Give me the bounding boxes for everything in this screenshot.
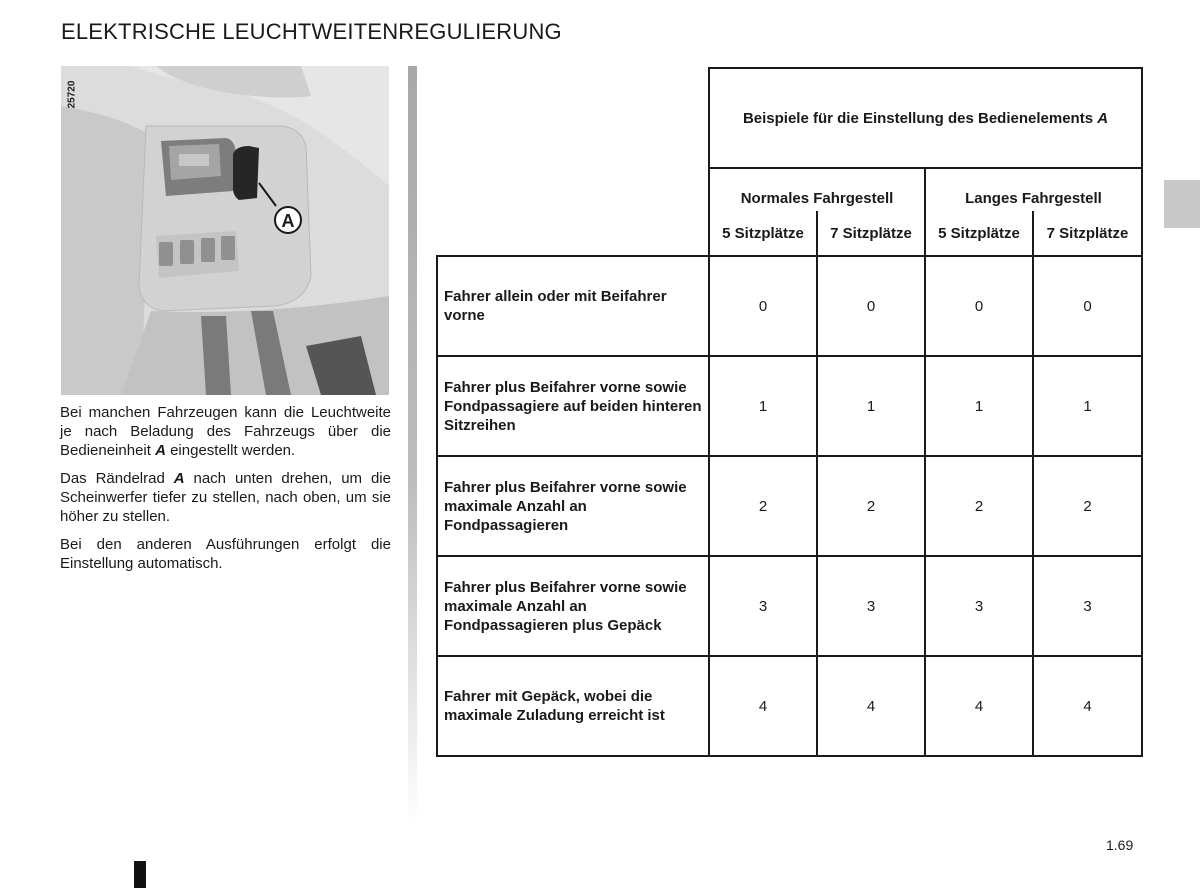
seat-header: 7 Sitzplätze — [1033, 211, 1142, 256]
table-main-header — [709, 68, 1142, 168]
table-cell: 1 — [709, 356, 817, 456]
page-edge-mark — [134, 861, 146, 888]
row-label: Fahrer plus Beifahrer vorne sowie maximale Anzahl an Fondpassagieren plus Gepäck — [437, 556, 709, 656]
paragraph-1 — [60, 403, 391, 460]
table-row — [437, 556, 1142, 656]
table-cell: 3 — [925, 556, 1033, 656]
page-title: ELEKTRISCHE LEUCHTWEITENREGULIERUNG — [61, 19, 562, 44]
table-group-row — [437, 168, 1142, 211]
table-cell: 0 — [1033, 256, 1142, 356]
seat-header: 5 Sitzplätze — [925, 211, 1033, 256]
paragraph-2 — [60, 469, 391, 526]
table-cell: 0 — [817, 256, 925, 356]
table-corner — [437, 68, 709, 168]
table-cell: 4 — [709, 656, 817, 756]
paragraph-2-emphasis: A — [173, 470, 185, 487]
table-cell: 3 — [817, 556, 925, 656]
seat-header: 5 Sitzplätze — [709, 211, 817, 256]
table-cell: 1 — [1033, 356, 1142, 456]
row-label: Fahrer plus Beifahrer vorne sowie Fondpassagiere auf beiden hinteren Sitzreihen — [437, 356, 709, 456]
paragraph-1-text: Bei manchen Fahrzeugen kann die Leuchtweite je nach Beladung des Fahrzeugs über die Bedieneinheit — [60, 404, 391, 459]
table-main-header-text: Beispiele für die Einstellung des Bedienelements — [742, 109, 1094, 127]
paragraph-2-text-end: nach unten drehen, um die Scheinwerfer tiefer zu stellen, nach oben, um sie höher zu stellen. — [60, 470, 391, 525]
dashboard-photo — [61, 66, 389, 395]
table-cell: 0 — [709, 256, 817, 356]
table-row — [437, 656, 1142, 756]
group-long-chassis: Langes Fahrgestell — [925, 168, 1142, 211]
table-cell: 2 — [709, 456, 817, 556]
dashboard-illustration — [61, 66, 389, 395]
row-label: Fahrer plus Beifahrer vorne sowie maximale Anzahl an Fondpassagieren — [437, 456, 709, 556]
paragraph-1-text-end: eingestellt werden. — [165, 442, 296, 459]
table-cell: 2 — [817, 456, 925, 556]
column-divider — [408, 66, 417, 826]
table-cell: 2 — [1033, 456, 1142, 556]
paragraph-2-text: Das Rändelrad — [60, 470, 174, 487]
table-cell: 3 — [1033, 556, 1142, 656]
table-cell: 3 — [709, 556, 817, 656]
table-cell: 0 — [925, 256, 1033, 356]
seat-header: 7 Sitzplätze — [817, 211, 925, 256]
table-row — [437, 456, 1142, 556]
page-number: 1.69 — [1106, 837, 1134, 853]
table-row — [437, 356, 1142, 456]
table-row — [437, 256, 1142, 356]
table-cell: 1 — [925, 356, 1033, 456]
table-corner — [437, 168, 709, 211]
section-tab — [1164, 180, 1200, 228]
row-label: Fahrer allein oder mit Beifahrer vorne — [437, 256, 709, 356]
group-normal-chassis: Normales Fahrgestell — [709, 168, 925, 211]
table-seat-row — [437, 211, 1142, 256]
settings-table — [436, 67, 1143, 757]
row-label: Fahrer mit Gepäck, wobei die maximale Zuladung erreicht ist — [437, 656, 709, 756]
table-cell: 1 — [817, 356, 925, 456]
table-cell: 4 — [1033, 656, 1142, 756]
callout-label: A — [281, 211, 295, 231]
paragraph-1-emphasis: A — [155, 442, 166, 459]
photo-code — [63, 70, 81, 118]
paragraph-3: Bei den anderen Ausführungen erfolgt die Einstellung automatisch. — [60, 536, 391, 572]
table-cell: 2 — [925, 456, 1033, 556]
table-header-row — [437, 68, 1142, 168]
table-main-header-emphasis: A — [1097, 109, 1109, 127]
photo-code-text: 25720 — [66, 80, 78, 108]
table-cell: 4 — [817, 656, 925, 756]
table-corner — [437, 211, 709, 256]
table-cell: 4 — [925, 656, 1033, 756]
